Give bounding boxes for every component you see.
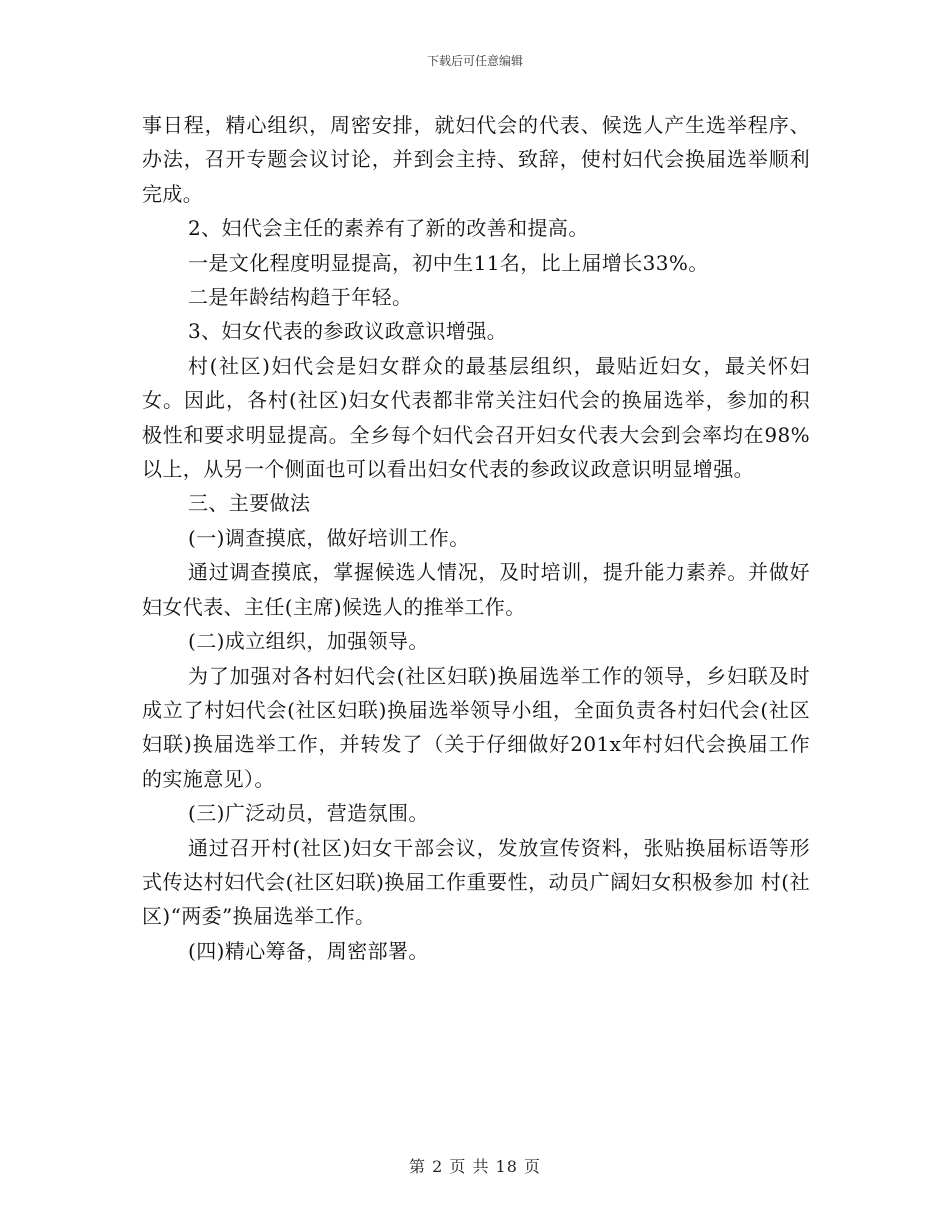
paragraph: 为了加强对各村妇代会(社区妇联)换届选举工作的领导，乡妇联及时成立了村妇代会(社区妇联)换届选举领导小组，全面负责各村妇代会(社区妇联)换届选举工作，并转发了（关于仔细做好201x年村妇代会换届工作的实施意见）。	[142, 663, 810, 791]
paragraph: 一是文化程度明显提高，初中生11名，比上届增长33%。	[188, 250, 709, 275]
paragraph: 通过召开村(社区)妇女干部会议，发放宣传资料，张贴换届标语等形式传达村妇代会(社区妇联)换届工作重要性，动员广阔妇女积极参加 村(社区)“两委”换届选举工作。	[142, 835, 810, 929]
paragraph: 事日程，精心组织，周密安排，就妇代会的代表、候选人产生选举程序、办法，召开专题会议讨论，并到会主持、致辞，使村妇代会换届选举顺利完成。	[142, 113, 810, 206]
page-header: 下载后可任意编辑	[426, 54, 523, 68]
document-body	[142, 108, 810, 968]
subsection-heading: (四)精心筹备，周密部署。	[188, 938, 429, 963]
section-heading: 三、主要做法	[188, 491, 311, 516]
paragraph: 2、妇代会主任的素养有了新的改善和提高。	[188, 216, 589, 241]
subsection-heading: (一)调查摸底，做好培训工作。	[188, 525, 470, 550]
paragraph: 村(社区)妇代会是妇女群众的最基层组织，最贴近妇女，最关怀妇女。因此，各村(社区)妇女代表都非常关注妇代会的换届选举，参加的积极性和要求明显提高。全乡每个妇代会召开妇女代表大会到会率均在98%以上，从另一个侧面也可以看出妇女代表的参政议政意识明显增强。	[142, 353, 810, 482]
subsection-heading: (三)广泛动员，营造氛围。	[188, 801, 429, 826]
page-number: 第 2 页 共 18 页	[409, 1157, 541, 1176]
subsection-heading: (二)成立组织，加强领导。	[188, 629, 429, 654]
paragraph: 3、妇女代表的参政议政意识增强。	[188, 319, 508, 344]
paragraph: 二是年龄结构趋于年轻。	[188, 285, 413, 310]
paragraph: 通过调查摸底，掌握候选人情况，及时培训，提升能力素养。并做好妇女代表、主任(主席)候选人的推举工作。	[142, 560, 810, 619]
